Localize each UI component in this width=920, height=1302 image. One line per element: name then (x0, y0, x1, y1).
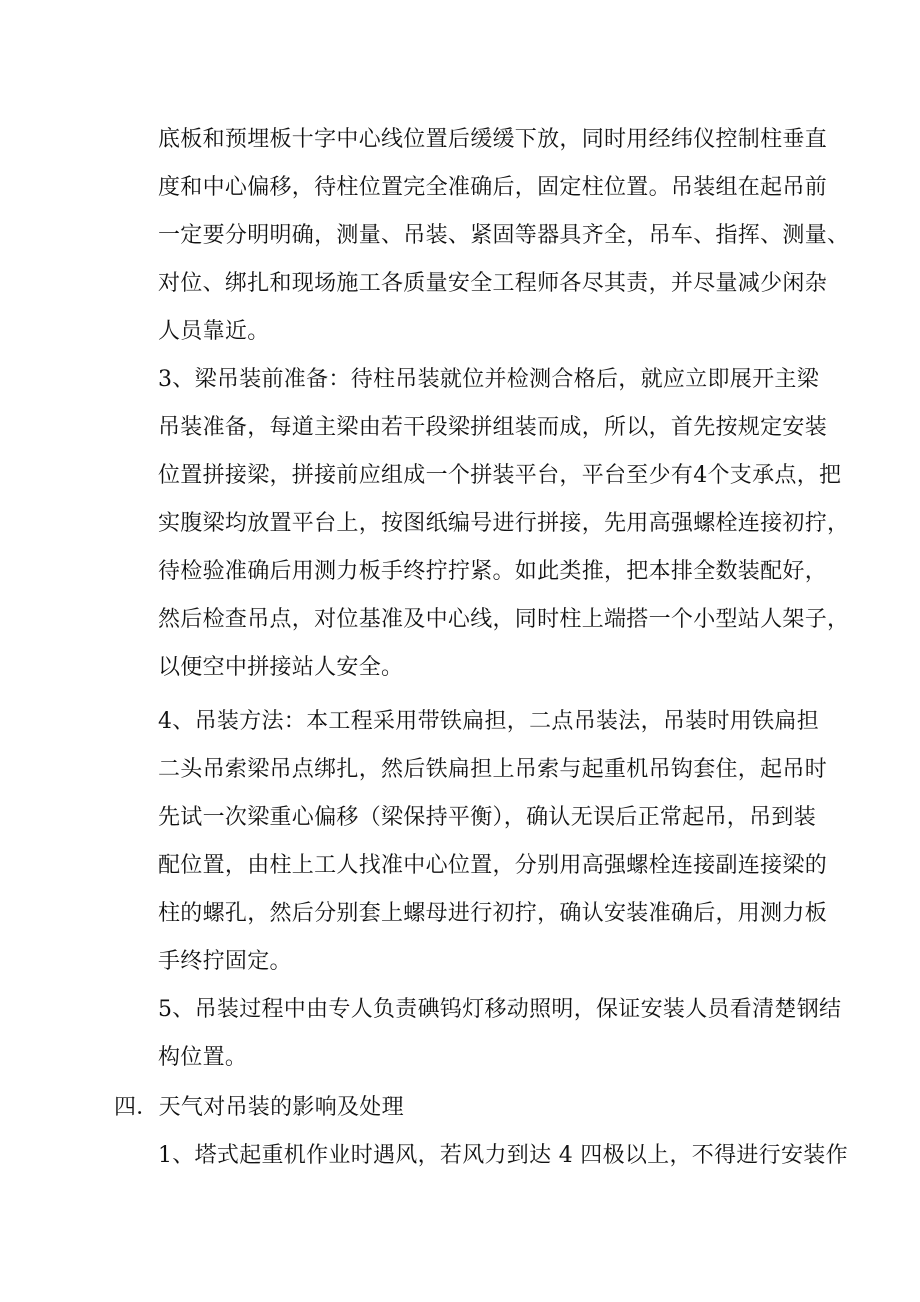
text-line: 实腹梁均放置平台上，按图纸编号进行拼接，先用高强螺栓连接初拧， (158, 511, 850, 536)
text-line: 底板和预埋板十字中心线位置后缓缓下放，同时用经纬仪控制柱垂直 (158, 127, 828, 152)
text-line: 位置拼接梁，拼接前应组成一个拼装平台，平台至少有4个支承点，把 (158, 463, 842, 488)
text-line: 一定要分明明确，测量、吊装、紧固等器具齐全，吊车、指挥、测量、 (158, 223, 850, 248)
section-heading: 四．天气对吊装的影响及处理 (114, 1095, 404, 1120)
text-line: 以便空中拼接站人安全。 (158, 655, 404, 680)
text-line: 待检验准确后用测力板手终拧拧紧。如此类推，把本排全数装配好， (158, 559, 828, 584)
text-line: 人员靠近。 (158, 319, 270, 344)
text-line: 先试一次梁重心偏移（梁保持平衡），确认无误后正常起吊，吊到装 (158, 805, 817, 830)
text-line: 手终拧固定。 (158, 949, 292, 974)
text-line: 构位置。 (158, 1045, 248, 1070)
text-line: 柱的螺孔，然后分别套上螺母进行初拧，确认安装准确后，用测力板 (158, 901, 828, 926)
text-line: 对位、绑扎和现场施工各质量安全工程师各尽其责，并尽量减少闲杂 (158, 271, 828, 296)
text-line: 4、吊装方法：本工程采用带铁扁担，二点吊装法，吊装时用铁扁担 (158, 709, 819, 734)
text-line: 5、吊装过程中由专人负责碘钨灯移动照明，保证安装人员看清楚钢结 (158, 997, 842, 1022)
text-line: 配位置，由柱上工人找准中心位置，分别用高强螺栓连接副连接梁的 (158, 853, 828, 878)
text-line: 然后检查吊点，对位基准及中心线，同时柱上端搭一个小型站人架子， (158, 607, 850, 632)
text-line: 度和中心偏移，待柱位置完全准确后，固定柱位置。吊装组在起吊前 (158, 175, 828, 200)
text-line: 3、梁吊装前准备：待柱吊装就位并检测合格后，就应立即展开主梁 (158, 367, 819, 392)
text-line: 二头吊索梁吊点绑扎，然后铁扁担上吊索与起重机吊钩套住，起吊时 (158, 757, 828, 782)
text-line: 1、塔式起重机作业时遇风，若风力到达 4 四极以上，不得进行安装作 (158, 1143, 848, 1168)
text-line: 吊装准备，每道主梁由若干段梁拼组装而成，所以，首先按规定安装 (158, 415, 828, 440)
